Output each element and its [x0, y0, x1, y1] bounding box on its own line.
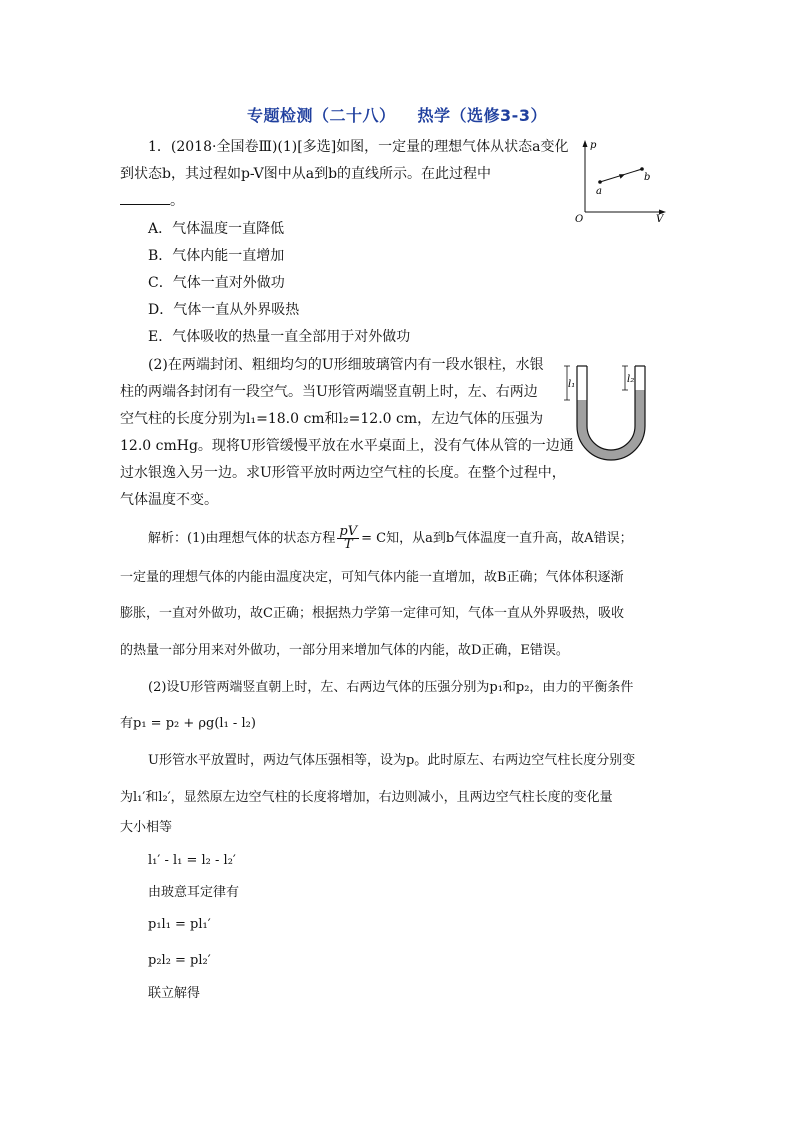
u-tube-figure	[555, 356, 660, 488]
solution-line-12: p₁l₁ = pl₁′	[148, 917, 211, 932]
solution-line-10: l₁′ - l₁ = l₂ - l₂′	[148, 853, 236, 868]
title-main: 专题检测（二十八）	[247, 106, 396, 125]
solution-line-1-pre: 解析：(1)由理想气体的状态方程	[148, 531, 336, 546]
pv-graph	[570, 136, 670, 222]
state-equation-fraction	[337, 526, 359, 551]
solution-line-6: 有p₁ = p₂ + ρg(l₁ - l₂)	[120, 716, 256, 731]
q1-option-b: B．气体内能一直增加	[148, 248, 285, 264]
q1-line-2: 到状态b，其过程如p-V图中从a到b的直线所示。在此过程中	[120, 166, 492, 182]
solution-line-8: 为l₁′和l₂′，显然原左边空气柱的长度将增加，右边则减小，且两边空气柱长度的变化量	[120, 790, 613, 805]
q2-line-6: 气体温度不变。	[120, 492, 218, 508]
page-title	[0, 103, 794, 126]
origin-label: O	[575, 214, 584, 222]
point-a	[598, 180, 602, 184]
point-b	[640, 167, 644, 171]
q2-line-4: 12.0 cmHg。现将U形管缓慢平放在水平桌面上，没有气体从管的一边通	[120, 438, 574, 454]
l1-label: l₁	[568, 379, 576, 390]
solution-line-1-post: = C知，从a到b气体温度一直升高，故A错误；	[361, 531, 633, 546]
solution-line-1	[148, 526, 633, 551]
solution-line-13: p₂l₂ = pl₂′	[148, 953, 211, 968]
fraction-denominator: T	[343, 537, 353, 552]
q2-line-3: 空气柱的长度分别为l₁=18.0 cm和l₂=12.0 cm，左边气体的压强为	[120, 411, 544, 427]
solution-line-11: 由玻意耳定律有	[148, 885, 240, 900]
q1-line-1: 1．(2018·全国卷Ⅲ)(1)[多选]如图，一定量的理想气体从状态a变化	[148, 139, 569, 155]
q1-option-a: A．气体温度一直降低	[148, 221, 285, 237]
q2-line-1: (2)在两端封闭、粗细均匀的U形细玻璃管内有一段水银柱，水银	[148, 357, 544, 373]
title-sub: 热学（选修3-3）	[417, 106, 547, 125]
p-axis-arrow	[583, 140, 588, 147]
q1-option-d: D．气体一直从外界吸热	[148, 302, 300, 318]
solution-line-5: (2)设U形管两端竖直朝上时，左、右两边气体的压强分别为p₁和p₂，由力的平衡条件	[148, 680, 634, 695]
point-a-label: a	[596, 186, 602, 197]
solution-line-3: 膨胀，一直对外做功，故C正确；根据热力学第一定律可知，气体一直从外界吸热，吸收	[120, 606, 624, 621]
q1-option-c: C．气体一直对外做功	[148, 275, 285, 291]
v-axis-label: V	[656, 214, 664, 222]
q1-option-e: E．气体吸收的热量一直全部用于对外做功	[148, 329, 411, 345]
q1-line-3	[120, 191, 184, 211]
solution-line-4: 的热量一部分用来对外做功，一部分用来增加气体的内能，故D正确，E错误。	[120, 643, 569, 658]
q1-line-3-end: 。	[170, 193, 184, 209]
l2-label: l₂	[627, 374, 635, 385]
solution-line-14: 联立解得	[148, 986, 201, 1001]
fraction-numerator: pV	[339, 524, 358, 539]
answer-blank	[120, 192, 170, 205]
point-b-label: b	[644, 172, 651, 183]
solution-line-2: 一定量的理想气体的内能由温度决定，可知气体内能一直增加，故B正确；气体体积逐渐	[120, 570, 624, 585]
solution-line-9: 大小相等	[120, 820, 173, 835]
process-arrow	[619, 174, 625, 179]
q2-line-2: 柱的两端各封闭有一段空气。当U形管两端竖直朝上时，左、右两边	[120, 384, 538, 400]
solution-line-7: U形管水平放置时，两边气体压强相等，设为p。此时原左、右两边空气柱长度分别变	[148, 753, 636, 768]
p-axis-label: p	[590, 140, 597, 151]
q2-line-5: 过水银逸入另一边。求U形管平放时两边空气柱的长度。在整个过程中，	[120, 465, 566, 481]
